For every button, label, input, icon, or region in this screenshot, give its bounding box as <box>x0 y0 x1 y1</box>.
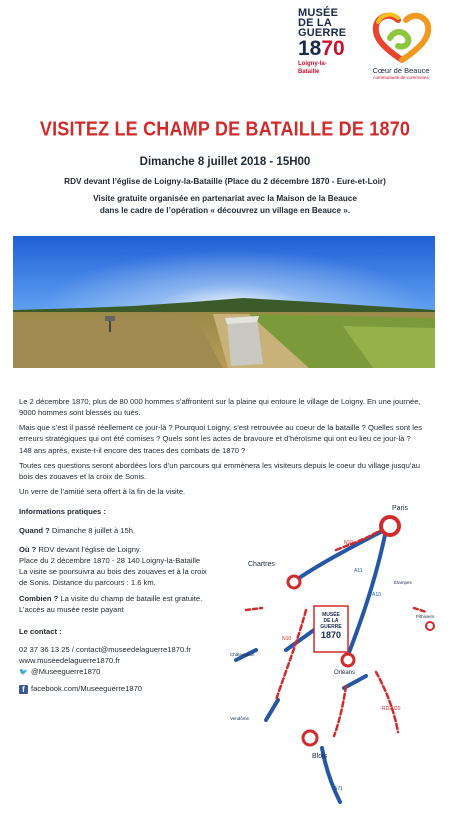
event-date: Dimanche 8 juillet 2018 - 15H00 <box>139 156 311 168</box>
map-label-etampes: Étampes <box>394 580 412 585</box>
map-label-vendome: Vendôme <box>230 716 250 721</box>
map-label-chateaudun: Châteaudun <box>230 652 255 657</box>
svg-text:DE LA: DE LA <box>323 618 339 624</box>
route-paragraph: Toutes ces questions seront abordées lors d’un parcours qui emmènera les visiteurs depuis le coeur du village jusqu’au bois des zouaves et la croix de Sonis. <box>19 461 421 482</box>
coeur-logo-sub: communauté de communes <box>373 75 429 80</box>
svg-text:GUERRE: GUERRE <box>320 624 342 630</box>
svg-text:1870: 1870 <box>320 630 342 640</box>
map-label-pithiviers: Pithiviers <box>416 614 435 619</box>
map-label-chartres: Chartres <box>248 561 275 568</box>
city-marker-paris <box>381 517 399 535</box>
contact-website[interactable]: www.museedelaguerre1870.fr <box>19 656 120 665</box>
facebook-icon: f <box>19 685 28 694</box>
logo-line: MUSÉE <box>298 7 339 19</box>
town-marker-pithiviers <box>426 622 434 630</box>
city-marker-blois <box>303 731 317 745</box>
page-title: VISITEZ LE CHAMP DE BATAILLE DE 1870 <box>39 117 411 141</box>
partnership-line-2: dans le cadre de l’opération « découvrez un village en Beauce ». <box>99 206 351 215</box>
info-when: Quand ? Dimanche 8 juillet à 15h. <box>19 526 136 535</box>
contact-twitter[interactable]: 🐦 @Museeguerre1870 <box>19 667 101 676</box>
info-museum-price: L’accès au musée reste payant <box>19 605 124 614</box>
info-price: Combien ? La visite du champ de bataille est gratuite. <box>19 594 203 603</box>
svg-text:MUSÉE: MUSÉE <box>322 612 340 618</box>
access-map <box>226 500 444 810</box>
logo-year: 1870 <box>298 37 345 60</box>
map-label-blois: Blois <box>312 753 328 760</box>
map-road-n10-south: N10 <box>282 636 292 642</box>
meeting-point: RDV devant l’église de Loigny-la-Bataille (Place du 2 décembre 1870 - Eure-et-Loir) <box>64 177 386 186</box>
city-marker-orleans <box>342 654 354 666</box>
map-road-a10: A10 <box>372 592 381 598</box>
logo-town: Loigny-la-Bataille <box>298 61 327 75</box>
twitter-icon: 🐦 <box>19 669 28 676</box>
drink-paragraph: Un verre de l’amitié sera offert à la fin de la visite. <box>19 487 186 496</box>
map-label-paris: Paris <box>392 505 408 512</box>
info-route: La visite se poursuivra au bois des zouaves et à la croix <box>19 567 207 576</box>
battlefield-photo <box>13 236 435 368</box>
contact-heading: Le contact : <box>19 627 62 636</box>
map-road-rd2020: RD2020 <box>382 706 401 712</box>
map-label-orleans: Orléans <box>334 670 356 676</box>
questions-paragraph: Mais que s’est il passé réellement ce jour-là ? Pourquoi Loigny, s’est retrouvée au coeur de la bataille ? Quelles sont les erreurs stratégiques qui ont été comises ? Quels sont les actes de bravoure et d’héroïsme qui ont eu lieu ce jour-là ? 148 ans après, existe-t-il encore des traces des combats de 1870 ? <box>19 423 422 455</box>
city-marker-chartres <box>288 576 300 588</box>
contact-phone-email[interactable]: 02 37 36 13 25 / contact@museedelaguerre1870.fr <box>19 645 191 654</box>
partnership-line-1: Visite gratuite organisée en partenariat avec la Maison de la Beauce <box>93 194 357 203</box>
info-distance: de Sonis. Distance du parcours : 1.6 km. <box>19 578 156 587</box>
contact-facebook[interactable]: f facebook.com/Museeguerre1870 <box>19 684 142 694</box>
map-road-n10-north: N10 <box>344 540 354 546</box>
logo-line: DE LA <box>298 17 332 29</box>
intro-paragraph: Le 2 décembre 1870, plus de 80 000 hommes s’affrontent sur la plaine qui entoure le village de Loigny. En une journée, 9000 hommes sont blessés ou tués. <box>19 397 421 418</box>
coeur-logo-name: Cœur de Beauce <box>372 66 430 75</box>
musee-logo <box>298 8 346 76</box>
info-where: Où ? RDV devant l’église de Loigny. <box>19 545 142 554</box>
map-road-a71: A71 <box>334 786 343 792</box>
info-address: Place du 2 décembre 1870 - 28 140 Loigny-la-Bataille <box>19 556 201 565</box>
logo-line: GUERRE <box>298 27 347 39</box>
map-road-a11: A11 <box>354 568 363 574</box>
heart-logo-icon <box>368 8 436 64</box>
info-heading: Informations pratiques : <box>19 507 106 516</box>
